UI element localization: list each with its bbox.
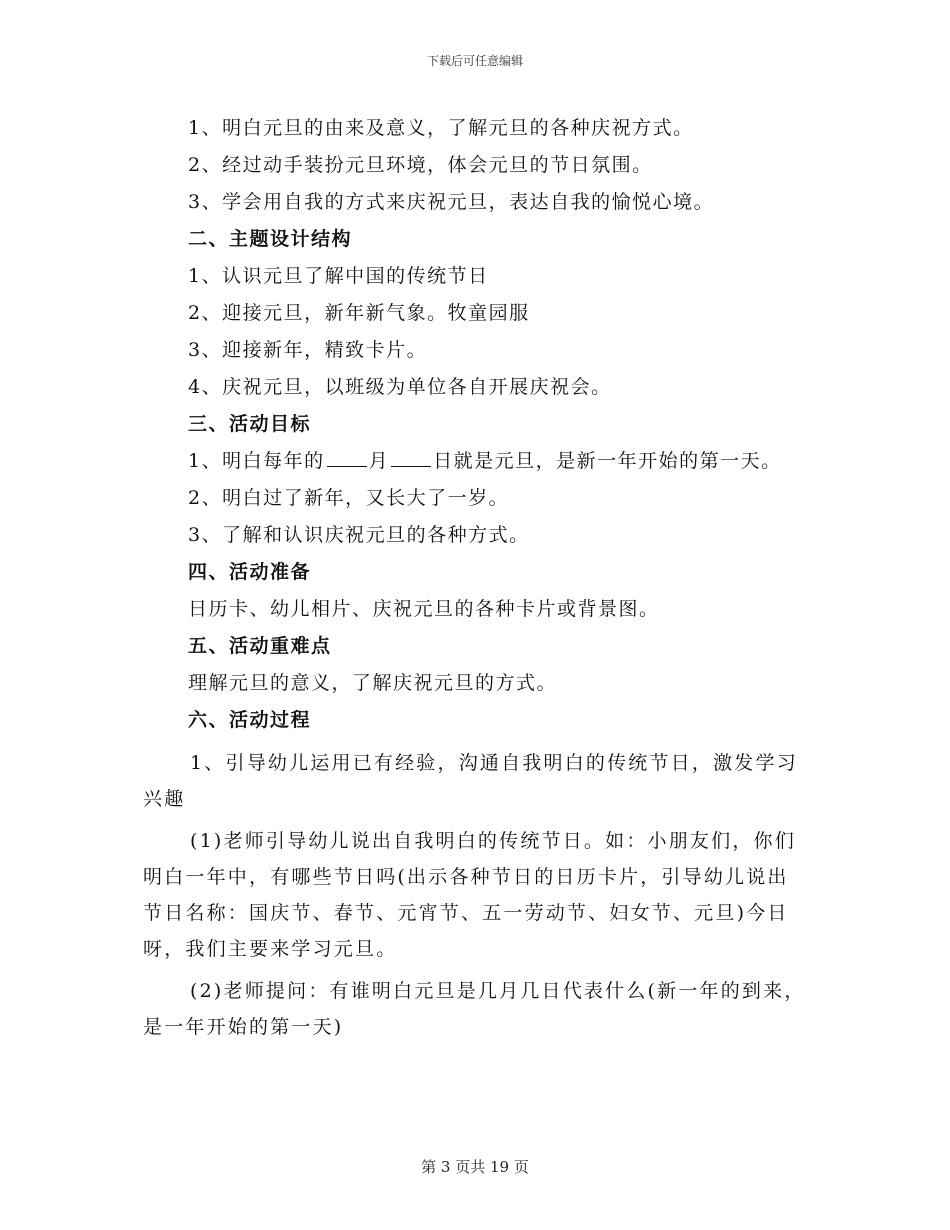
objective-item-1	[143, 443, 813, 480]
structure-item-1: 1、认识元旦了解中国的传统节日	[188, 265, 489, 287]
section-heading-key-points: 五、活动重难点	[188, 635, 332, 657]
paragraph-line: 呀，我们主要来学习元旦。	[143, 938, 398, 960]
paragraph-line: (1)老师引导幼儿说出自我明白的传统节日。如：小朋友们，你们	[190, 830, 796, 852]
paragraph-line: 节日名称：国庆节、春节、元宵节、五一劳动节、妇女节、元旦)今日	[143, 902, 789, 924]
process-paragraph-1	[143, 745, 813, 817]
goal-item-1: 1、明白元旦的由来及意义，了解元旦的各种庆祝方式。	[188, 117, 694, 139]
objective-item-3: 3、了解和认识庆祝元旦的各种方式。	[188, 524, 530, 546]
page-footer: 第 3 页共 19 页	[421, 1158, 529, 1176]
month-blank	[327, 448, 367, 467]
paragraph-line: 1、引导幼儿运用已有经验，沟通自我明白的传统节日，激发学习	[190, 752, 798, 774]
preparation-text: 日历卡、幼儿相片、庆祝元旦的各种卡片或背景图。	[188, 598, 660, 620]
goal-item-2: 2、经过动手装扮元旦环境，体会元旦的节日氛围。	[188, 154, 653, 176]
objective-1-part2: 月	[368, 450, 390, 472]
section-heading-objectives: 三、活动目标	[188, 413, 312, 435]
process-paragraph-2	[143, 823, 813, 967]
page-header: 下载后可任意编辑	[426, 54, 523, 68]
paragraph-line: (2)老师提问：有谁明白元旦是几月几日代表什么(新一年的到来，	[190, 980, 806, 1002]
structure-item-2: 2、迎接元旦，新年新气象。牧童园服	[188, 302, 530, 324]
goal-item-3: 3、学会用自我的方式来庆祝元旦，表达自我的愉悦心境。	[188, 191, 715, 213]
section-heading-process: 六、活动过程	[188, 709, 312, 731]
paragraph-line: 兴趣	[143, 788, 186, 810]
objective-1-part1: 1、明白每年的	[188, 450, 325, 472]
structure-item-3: 3、迎接新年，精致卡片。	[188, 339, 428, 361]
paragraph-line: 是一年开始的第一天)	[143, 1016, 344, 1038]
objective-1-part3: 日就是元旦，是新一年开始的第一天。	[433, 450, 782, 472]
paragraph-line: 明白一年中，有哪些节日吗(出示各种节日的日历卡片，引导幼儿说出	[143, 866, 789, 888]
document-body	[143, 110, 813, 1045]
day-blank	[391, 448, 431, 467]
process-paragraph-3	[143, 973, 813, 1045]
structure-item-4: 4、庆祝元旦，以班级为单位各自开展庆祝会。	[188, 376, 612, 398]
section-heading-structure: 二、主题设计结构	[188, 228, 353, 250]
key-points-text: 理解元旦的意义，了解庆祝元旦的方式。	[188, 672, 558, 694]
objective-item-2: 2、明白过了新年，又长大了一岁。	[188, 487, 510, 509]
section-heading-preparation: 四、活动准备	[188, 561, 312, 583]
